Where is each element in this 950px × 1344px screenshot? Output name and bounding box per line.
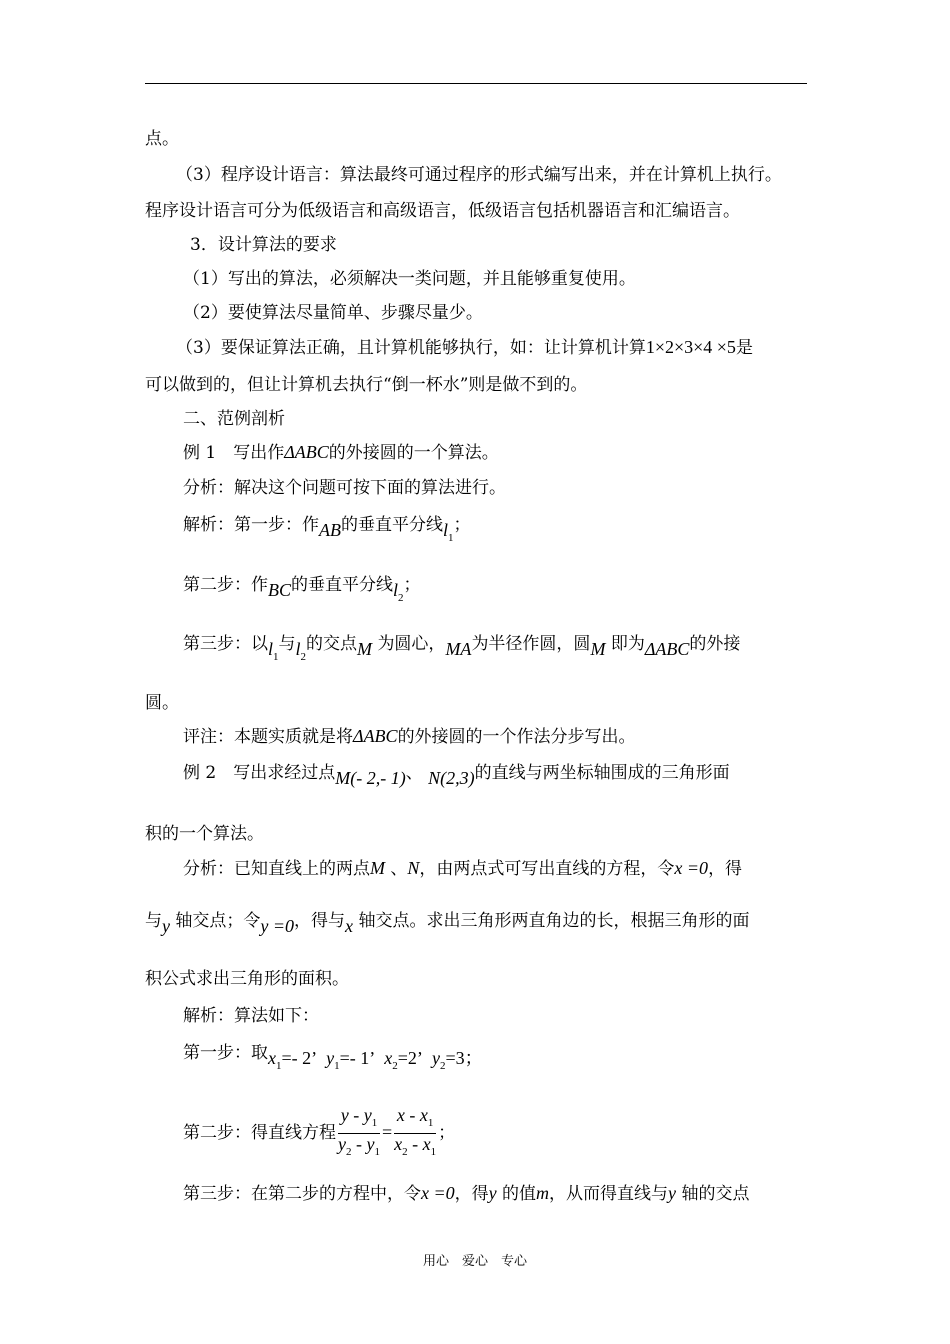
example-title: 例 2 写出求经过点M(- 2,- 1)、 N(2,3)的直线与两坐标轴围成的三角形面 [183,763,730,788]
text-line: 第三步：在第二步的方程中，令x =0，得y 的值m，从而得直线与y 轴的交点 [183,1183,750,1204]
text-line: （1）写出的算法，必须解决一类问题，并且能够重复使用。 [183,269,636,289]
fraction: $\frac{x - x_1}{x_2 - x_1}$ [394,1105,437,1158]
text-line: 点。 [145,129,179,149]
text-line: 圆。 [145,693,179,713]
text-line: 第二步：作BC的垂直平分线$l_2$； [183,575,421,604]
math-expression: 1×2×3×4 ×5 [645,337,736,357]
text-line: 积公式求出三角形的面积。 [145,969,349,989]
text-line: 解析：第一步：作AB的垂直平分线$l_1$； [183,515,471,544]
section-heading: 二、范例剖析 [183,409,285,429]
text-line: 可以做到的，但让计算机去执行“倒一杯水”则是做不到的。 [145,375,588,395]
equation-line: 第二步：得直线方程 $\frac{y - y_1}{y_2 - y_1}$ = $\frac{x - x_1}{x_2 - x_1}$ ； [183,1105,455,1162]
text-line: 解析：算法如下： [183,1006,319,1026]
text-line: 积的一个算法。 [145,824,264,844]
text-line: 第一步：取$x_1=-$ 2’ $y_1=-$ 1’ $x_2=2$’ $y_2=3$； [183,1043,483,1072]
header-rule [145,83,807,84]
text-line: 第三步：以$l_1$与$l_2$的交点M 为圆心，MA为半径作圆，圆M 即为ΔABC的外接 [183,634,741,663]
text-line: 分析：解决这个问题可按下面的算法进行。 [183,478,506,498]
text-line: （3）程序设计语言：算法最终可通过程序的形式编写出来，并在计算机上执行。 [176,165,782,185]
text-line: （2）要使算法尽量简单、步骤尽量少。 [183,303,483,323]
text-line: 评注：本题实质就是将ΔABC的外接圆的一个作法分步写出。 [183,726,636,747]
text-line: 程序设计语言可分为低级语言和高级语言，低级语言包括机器语言和汇编语言。 [145,201,740,221]
fraction: $\frac{y - y_1}{y_2 - y_1}$ [338,1105,380,1158]
section-heading: 3．设计算法的要求 [190,235,337,255]
math-expression: ΔABC [284,442,329,462]
text-line: 与y 轴交点；令y =0，得与x 轴交点。求出三角形两直角边的长，根据三角形的面 [145,911,750,936]
page-footer: 用心 爱心 专心 [422,1254,527,1269]
text-line: 分析：已知直线上的两点M 、N，由两点式可写出直线的方程，令x =0，得 [183,858,743,879]
text-line: （3）要保证算法正确，且计算机能够执行，如：让计算机计算1×2×3×4 ×5是 [176,337,753,358]
example-title: 例 1 写出作ΔABC的外接圆的一个算法。 [183,442,499,463]
